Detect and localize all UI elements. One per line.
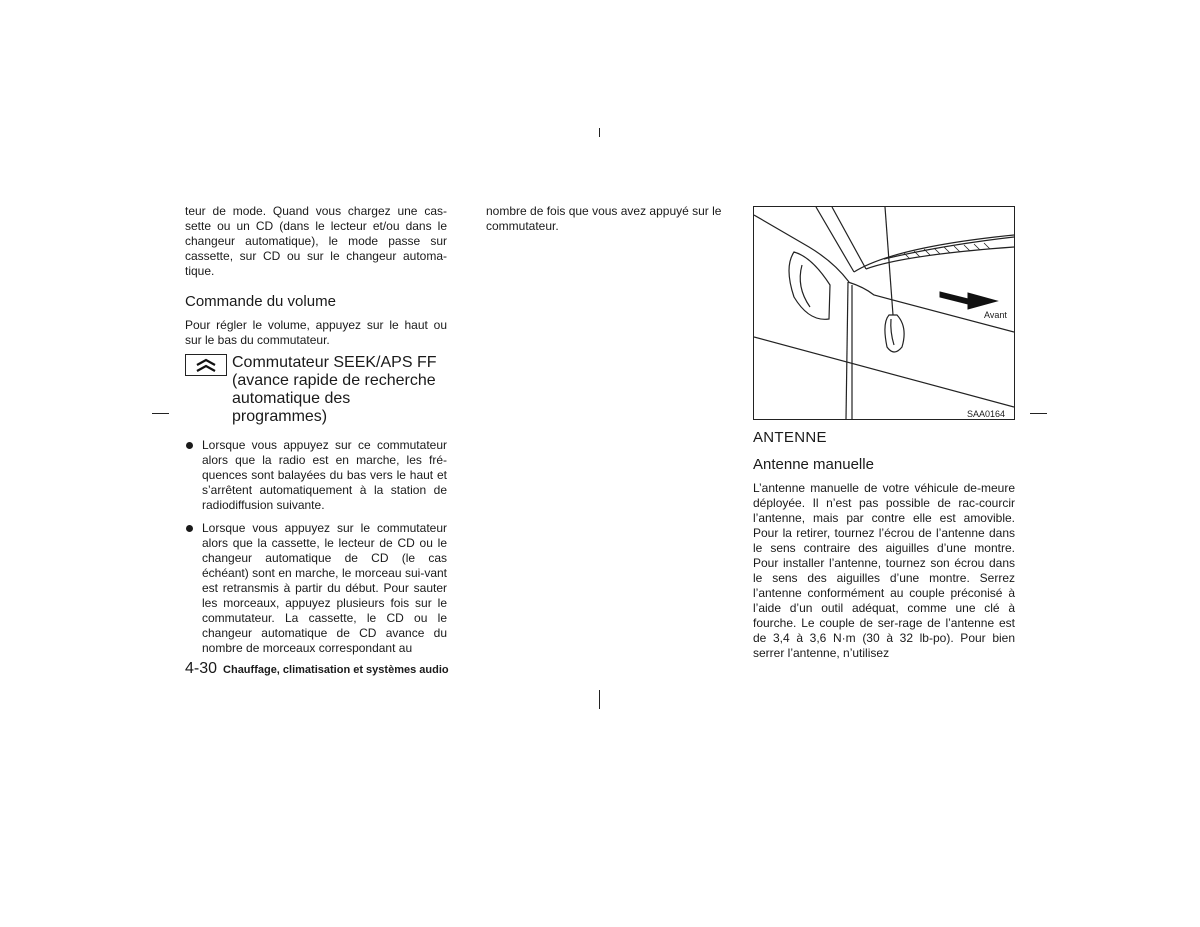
antenna-figure (753, 206, 1015, 420)
right-side-mark (1030, 413, 1047, 414)
antenna-illustration (754, 207, 1014, 419)
seek-heading-line-2: (avance rapide de recherche (232, 372, 436, 389)
sub-heading: Antenne manuelle (753, 456, 874, 473)
list-item (185, 521, 447, 656)
list-item (185, 438, 447, 513)
bullet-text: Lorsque vous appuyez sur ce commutateur alors que la radio est en marche, les fré-quences sont balayées du bas vers le haut et s’arrêtent automatiquement à la station de radiodiffusion suivante. (202, 438, 447, 512)
bullet-text: Lorsque vous appuyez sur le commutateur alors que la cassette, le lecteur de CD ou le changeur automatique de CD (le cas échéant) sont en marche, le morceau sui-vant est retransmis à partir du début. Pour sauter les morceaux, appuyez plusieurs fois sur le commutateur. La cassette, le CD ou le changeur automatique de CD avance du nombre de morceaux correspondant au (202, 521, 447, 655)
double-chevron-up-icon-glyph (186, 355, 226, 375)
page-footer (185, 660, 449, 678)
figure-code-label: SAA0164 (967, 409, 1006, 419)
middle-column (486, 204, 732, 234)
middle-paragraph: nombre de fois que vous avez appuyé sur le commutateur. (486, 204, 722, 233)
seek-heading-line-3: automatique des (232, 390, 351, 407)
double-chevron-up-icon (185, 354, 227, 376)
intro-paragraph: teur de mode. Quand vous chargez une cas-sette ou un CD (dans le lecteur et/ou dans le changeur automatique), le mode passe sur cassette, sur CD ou sur le changeur automa-tique. (185, 204, 447, 278)
left-side-mark (152, 413, 169, 414)
section-heading: ANTENNE (753, 429, 827, 446)
seek-heading-line-1: Commutateur SEEK/APS FF (232, 354, 437, 371)
seek-section-heading (185, 354, 447, 426)
bullet-icon (186, 525, 193, 532)
right-column (753, 429, 1015, 661)
forward-arrow-icon (940, 292, 997, 309)
antenna-paragraph: L’antenne manuelle de votre véhicule de-meure déployée. Il n’est pas possible de rac-courcir l’antenne, mais par contre elle est amovible. Pour la retirer, tournez l’écrou de l’antenne dans le sens contraire des aiguilles d’une montre. Pour installer l’antenne, tournez son écrou dans le sens des aiguilles d’une montre. Serrez l’antenne conformément au couple préconisé à l’aide d’un outil adéquat, comme une clé à fourche. Le couple de ser-rage de l’antenne est de 3,4 à 3,6 N·m (30 à 32 lb-po). Pour bien serrer l’antenne, n’utilisez (753, 481, 1015, 660)
left-column (185, 204, 447, 656)
volume-paragraph: Pour régler le volume, appuyez sur le haut ou sur le bas du commutateur. (185, 318, 447, 347)
bullet-icon (186, 442, 193, 449)
top-center-mark (599, 128, 600, 137)
volume-heading: Commande du volume (185, 293, 336, 310)
bottom-center-mark (599, 690, 600, 709)
page-number: 4-30 (185, 660, 218, 677)
seek-heading-line-4: programmes) (232, 408, 328, 425)
figure-direction-label: Avant (984, 310, 1007, 320)
footer-section-title: Chauffage, climatisation et systèmes audio (223, 664, 449, 676)
